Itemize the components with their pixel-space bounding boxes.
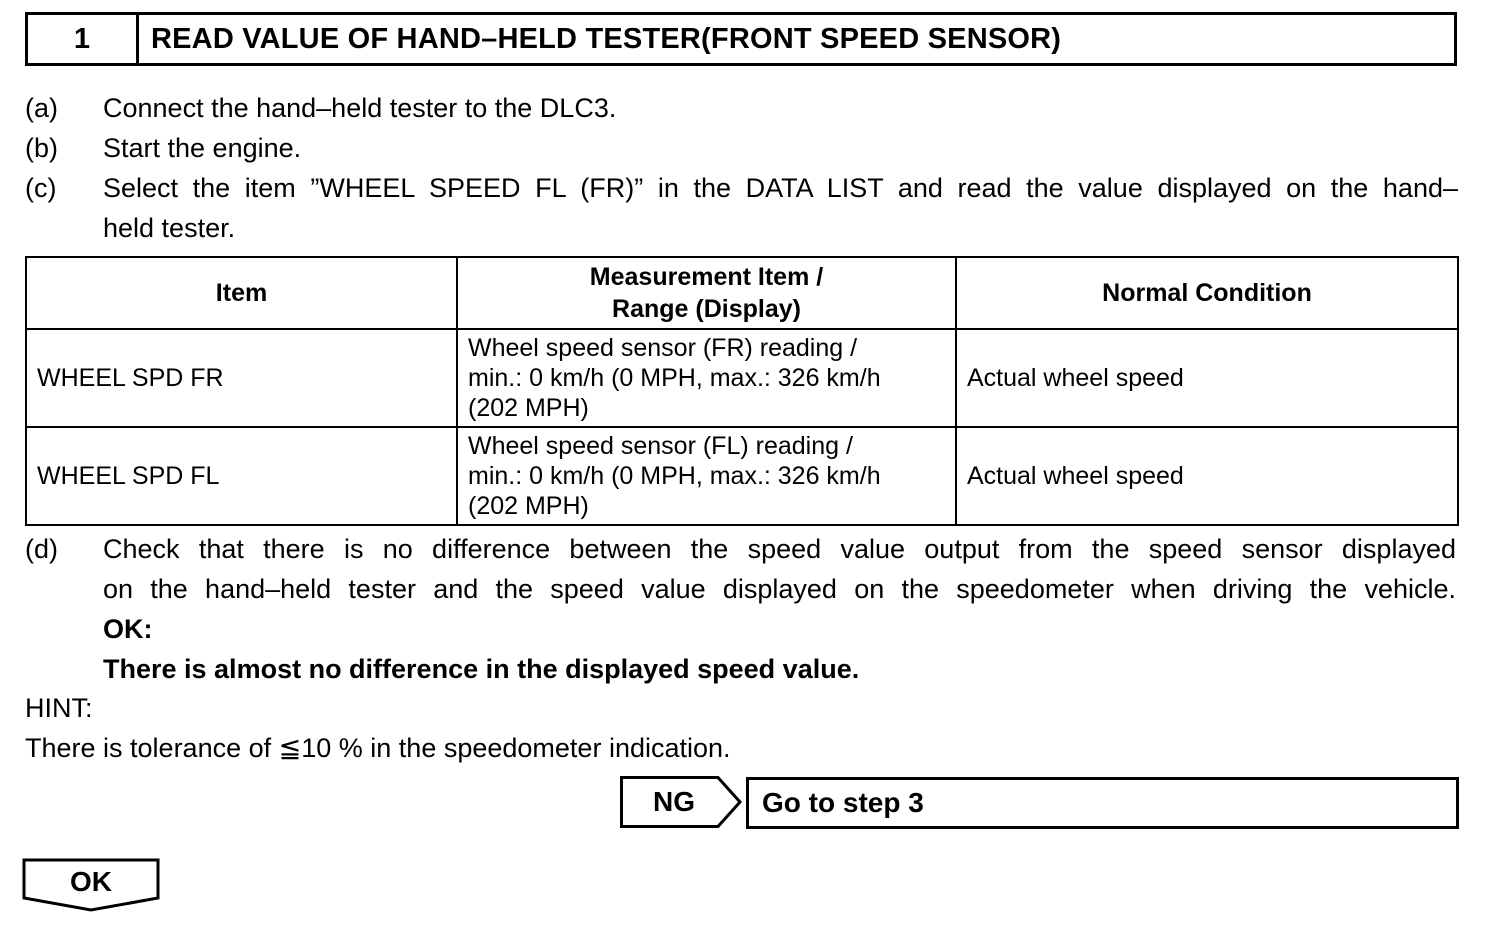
cell-measurement-line3: (202 MPH) xyxy=(468,394,589,422)
ok-criteria-heading: OK: xyxy=(103,614,153,644)
step-a-label: (a) xyxy=(25,93,58,123)
cell-normal-condition: Actual wheel speed xyxy=(956,427,1458,525)
hint-text: There is tolerance of ≦10 % in the speedometer indication. xyxy=(25,733,731,763)
step-c-label: (c) xyxy=(25,173,57,203)
ok-criteria-text: There is almost no difference in the displayed speed value. xyxy=(103,654,860,684)
table-row xyxy=(26,329,1458,427)
step-header xyxy=(25,12,1457,66)
table-row xyxy=(26,427,1458,525)
cell-measurement-line1: Wheel speed sensor (FR) reading / xyxy=(468,334,858,362)
cell-measurement xyxy=(457,329,956,427)
step-d-text-line1: Check that there is no difference between the speed value output from the speed sensor displayed xyxy=(103,534,1456,564)
cell-normal-condition: Actual wheel speed xyxy=(956,329,1458,427)
data-list-table xyxy=(25,256,1459,526)
table-header-row xyxy=(26,257,1458,329)
ng-action-box: Go to step 3 xyxy=(746,777,1459,829)
step-d-label: (d) xyxy=(25,534,58,564)
cell-measurement-line2: min.: 0 km/h (0 MPH, max.: 326 km/h xyxy=(468,462,881,490)
step-b-text: Start the engine. xyxy=(103,133,302,163)
ng-label: NG xyxy=(653,786,695,817)
header-measurement-line1: Measurement Item / xyxy=(589,263,824,291)
cell-measurement-line1: Wheel speed sensor (FL) reading / xyxy=(468,432,853,460)
header-measurement xyxy=(457,257,956,329)
header-measurement-line2: Range (Display) xyxy=(612,295,801,323)
step-number: 1 xyxy=(28,15,139,63)
ok-label: OK xyxy=(70,866,112,897)
cell-measurement-line2: min.: 0 km/h (0 MPH, max.: 326 km/h xyxy=(468,364,881,392)
step-c-text-line1: Select the item ”WHEEL SPEED FL (FR)” in the DATA LIST and read the value displayed on the hand– xyxy=(103,173,1458,203)
header-item: Item xyxy=(26,257,457,329)
step-b-label: (b) xyxy=(25,133,58,163)
step-c-text-line2: held tester. xyxy=(103,213,236,243)
header-normal-condition: Normal Condition xyxy=(956,257,1458,329)
cell-item: WHEEL SPD FR xyxy=(26,329,457,427)
step-a-text: Connect the hand–held tester to the DLC3. xyxy=(103,93,617,123)
cell-measurement-line3: (202 MPH) xyxy=(468,492,589,520)
hint-label: HINT: xyxy=(25,693,93,723)
step-title: READ VALUE OF HAND–HELD TESTER(FRONT SPEED SENSOR) xyxy=(151,22,1062,55)
step-d-text-line2: on the hand–held tester and the speed value displayed on the speedometer when driving the vehicle. xyxy=(103,574,1456,604)
cell-item: WHEEL SPD FL xyxy=(26,427,457,525)
cell-measurement xyxy=(457,427,956,525)
